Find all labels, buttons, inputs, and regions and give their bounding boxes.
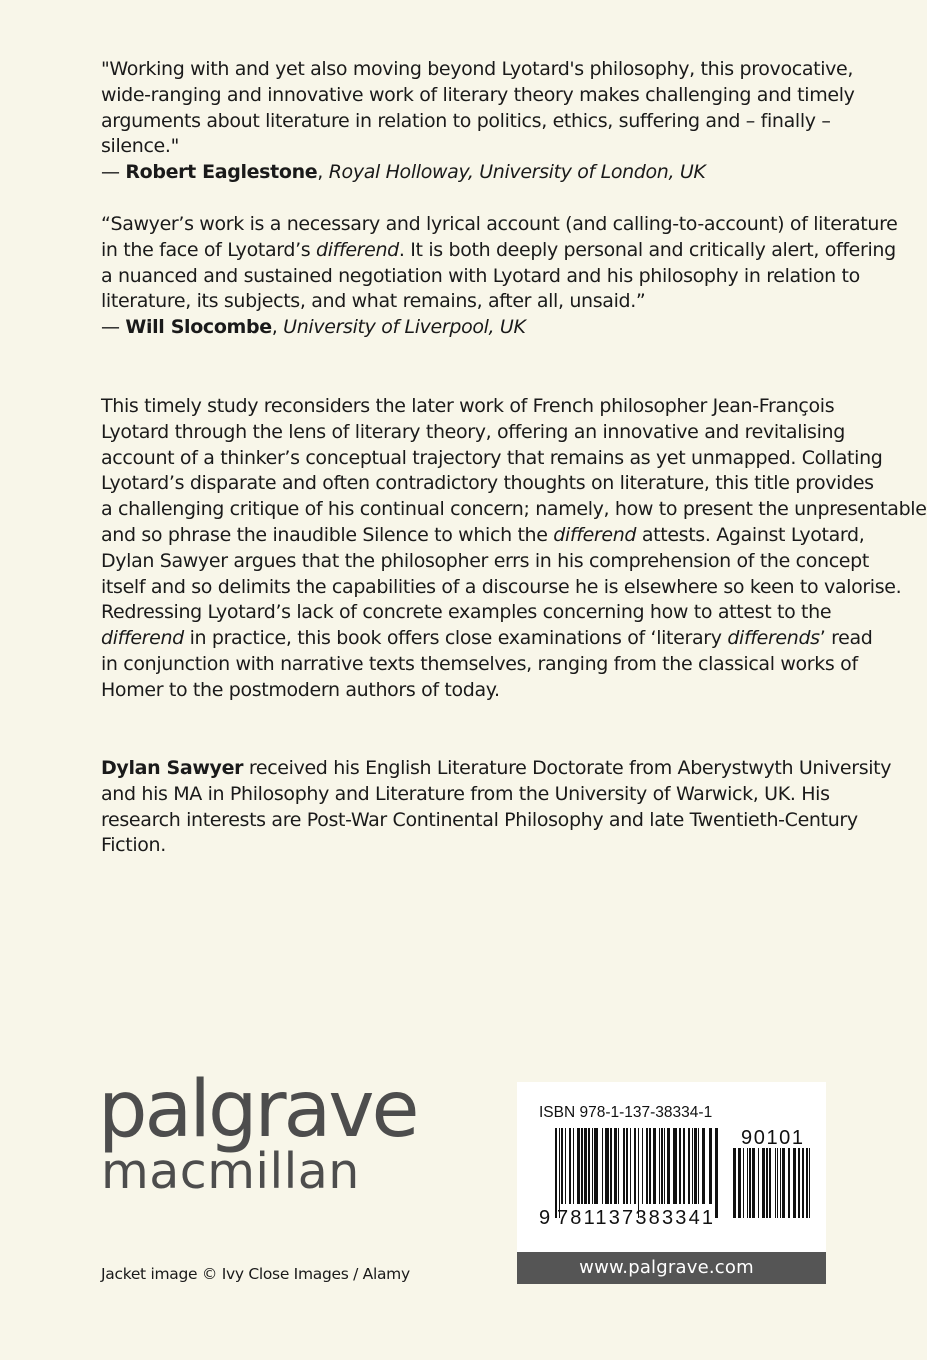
text: and so phrase the inaudible Silence to which the [101, 523, 554, 546]
barcode-bar [738, 1148, 741, 1218]
barcode-bar [692, 1128, 693, 1204]
text: attests. Against Lyotard, [636, 523, 865, 546]
barcode-bar [573, 1128, 574, 1204]
barcode-bar [605, 1128, 609, 1204]
barcode-bar [802, 1148, 804, 1218]
barcode-bar [559, 1128, 560, 1218]
blurb-line: This timely study reconsiders the later work of French philosopher Jean-François [101, 395, 835, 417]
review1-line: arguments about literature in relation to politics, ethics, suffering and – finally – [101, 109, 831, 132]
barcode-bar [709, 1128, 712, 1204]
text: received his English Literature Doctorate from Aberystwyth University [243, 757, 892, 779]
barcode-bar [561, 1128, 563, 1204]
review2-line: “Sawyer’s work is a necessary and lyrical account (and calling-to-account) of literature [101, 213, 898, 235]
bio-line [101, 756, 892, 782]
emphasis: differend [101, 627, 184, 650]
barcode-bar [664, 1128, 665, 1204]
barcode-bar [653, 1128, 656, 1204]
barcode-bar [594, 1128, 598, 1204]
barcode-bars-main [555, 1128, 718, 1218]
barcode-bar [646, 1128, 648, 1204]
blurb-line: Dylan Sawyer argues that the philosopher errs in his comprehension of the concept [101, 549, 869, 572]
barcode-bar [683, 1128, 685, 1204]
barcode-bar [618, 1128, 619, 1204]
barcode-bar [555, 1128, 557, 1218]
review-slocombe [101, 212, 898, 341]
barcode-bar [702, 1128, 705, 1204]
bio-line: and his MA in Philosophy and Literature from the University of Warwick, UK. His [101, 782, 830, 805]
barcode-bar [679, 1128, 681, 1204]
blurb-line: itself and so delimits the capabilities of a discourse he is elsewhere so keen to valorise. [101, 575, 902, 598]
review2-line [101, 238, 896, 264]
barcode-bar [565, 1128, 566, 1204]
barcode-bar [638, 1128, 639, 1218]
barcode-bar [673, 1128, 677, 1204]
barcode-bar [780, 1148, 781, 1218]
barcode-bar [569, 1128, 571, 1204]
barcode-bar [806, 1148, 808, 1218]
blurb-line: a challenging critique of his continual concern; namely, how to present the unpresentable [101, 498, 927, 521]
review1-line: "Working with and yet also moving beyond Lyotard's philosophy, this provocative, [101, 58, 854, 80]
review1-author: Robert Eaglestone [125, 161, 318, 184]
review2-attribution [101, 315, 861, 341]
barcode-bar [626, 1128, 628, 1204]
barcode-bar [715, 1128, 718, 1218]
barcode-bar [775, 1148, 776, 1218]
isbn-barcode [517, 1082, 826, 1258]
separator: , [317, 161, 329, 184]
barcode-lead-digit: 9 [539, 1207, 551, 1229]
dash: — [101, 161, 126, 184]
emphasis: differend [553, 523, 637, 546]
barcode-bar [642, 1128, 643, 1204]
jacket-image-credit: Jacket image © Ivy Close Images / Alamy [101, 1265, 410, 1283]
logo-macmillan-text: macmillan [101, 1143, 360, 1200]
book-description [101, 394, 927, 704]
review-eaglestone [101, 57, 861, 186]
barcode-bar [788, 1148, 790, 1218]
barcode-bar [688, 1128, 690, 1204]
barcode-bar [698, 1128, 699, 1204]
barcode-bar [614, 1128, 617, 1204]
review2-affiliation: University of Liverpool, UK [283, 316, 526, 339]
barcode-bar [733, 1148, 736, 1218]
barcode-bar [602, 1128, 603, 1204]
barcode-bar [743, 1148, 744, 1218]
separator: , [271, 316, 284, 339]
blurb-line: Lyotard through the lens of literary theory, offering an innovative and revitalising [101, 420, 845, 443]
text: in practice, this book offers close examinations of ‘literary [183, 627, 728, 650]
blurb-line [101, 523, 865, 549]
text: ’ read [819, 627, 873, 650]
barcode-bar [749, 1148, 751, 1218]
review1-line: wide-ranging and innovative work of literary theory makes challenging and timely [101, 83, 855, 106]
blurb-line: Redressing Lyotard’s lack of concrete examples concerning how to attest to the [101, 601, 832, 624]
barcode-bar [694, 1128, 697, 1204]
blurb-line: in conjunction with narrative texts themselves, ranging from the classical works of [101, 652, 858, 675]
emphasis: differends [727, 627, 820, 650]
review2-author: Will Slocombe [125, 316, 272, 339]
barcode-bar [592, 1128, 593, 1204]
barcode-bar [752, 1148, 755, 1218]
review2-line: literature, its subjects, and what remains, after all, unsaid.” [101, 290, 646, 313]
author-bio [101, 756, 892, 859]
barcode-main-digits: 781137383341 [557, 1207, 713, 1229]
barcode-bar [659, 1128, 660, 1204]
barcode-bar [584, 1128, 587, 1204]
emphasis: differend [316, 238, 399, 261]
blurb-line: Lyotard’s disparate and often contradictory thoughts on literature, this title provides [101, 472, 874, 495]
publisher-website[interactable]: www.palgrave.com [517, 1252, 826, 1284]
barcode-bar [649, 1128, 651, 1204]
barcode-bar [630, 1128, 631, 1204]
barcode-bar [777, 1148, 778, 1218]
blurb-line: account of a thinker’s conceptual trajectory that remains as yet unmapped. Collating [101, 446, 883, 469]
bio-line: research interests are Post-War Continental Philosophy and late Twentieth-Century [101, 808, 858, 831]
bio-line: Fiction. [101, 834, 166, 857]
publisher-logo [98, 1065, 417, 1200]
barcode-bar [581, 1128, 583, 1204]
barcode-bar [661, 1128, 663, 1204]
barcode-bar [766, 1148, 768, 1218]
barcode-bar [793, 1148, 796, 1218]
logo-palgrave-text: palgrave [98, 1065, 417, 1155]
blurb-line: Homer to the postmodern authors of today. [101, 678, 500, 701]
barcode-bar [588, 1128, 590, 1204]
barcode-addon-digits: 90101 [741, 1127, 803, 1149]
review1-affiliation: Royal Holloway, University of London, UK [328, 161, 706, 184]
barcode-bar [634, 1128, 636, 1204]
review1-attribution [101, 160, 861, 186]
barcode-bar [623, 1128, 625, 1204]
bio-author-name: Dylan Sawyer [101, 757, 244, 779]
text: in the face of Lyotard’s [101, 238, 317, 261]
barcode-bar [577, 1128, 580, 1204]
barcode-bar [610, 1128, 612, 1204]
barcode-bar [762, 1148, 765, 1218]
barcode-bar [667, 1128, 670, 1204]
blurb-line [101, 626, 873, 652]
barcode-bar [798, 1148, 800, 1218]
barcode-bars-addon [733, 1148, 810, 1218]
barcode-bar [747, 1148, 748, 1218]
text: . It is both deeply personal and critically alert, offering [398, 238, 896, 261]
dash: — [101, 316, 126, 339]
barcode-bar [809, 1148, 810, 1218]
review1-line: silence." [101, 135, 179, 158]
barcode-bar [769, 1148, 771, 1218]
barcode-bar [782, 1148, 785, 1218]
isbn-label: ISBN 978-1-137-38334-1 [539, 1104, 713, 1121]
barcode-bar [758, 1148, 759, 1218]
review2-line: a nuanced and sustained negotiation with Lyotard and his philosophy in relation to [101, 264, 860, 287]
